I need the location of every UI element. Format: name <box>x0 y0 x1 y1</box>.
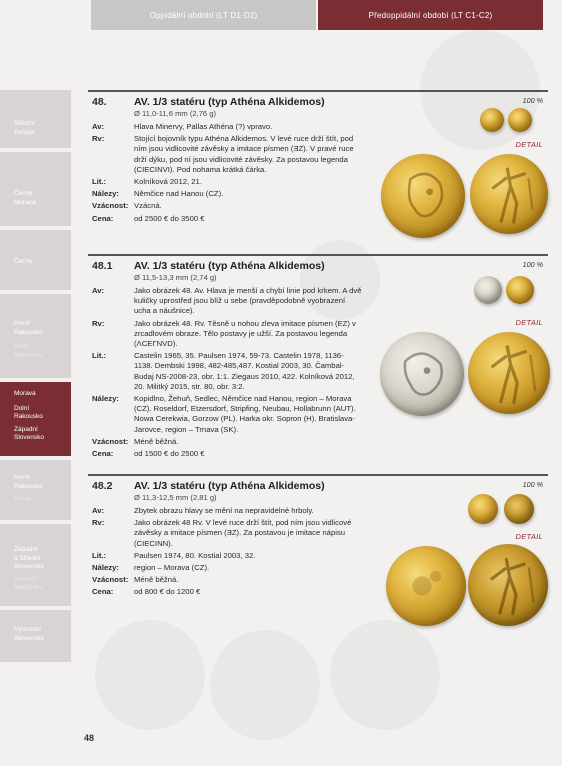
sidebar-label: Slovensko <box>14 634 44 642</box>
sidebar-label: Čechy <box>14 258 33 265</box>
sidebar-item-upper-austria[interactable] <box>0 294 71 378</box>
field-value: Stojící bojovník typu Athéna Alkidemos. V levé ruce drží štít, pod ním jsou vidlicovité závěsky a imitace písmen (ƎZ). V pravé ruce drží dýku, pod ní jsou vidlicovité závěsky. Za postavou legenda (CIECINVI). Pod nohama krátká čárka. <box>134 134 354 174</box>
field-label: Vzácnost: <box>92 436 129 446</box>
field-rarity <box>92 201 362 211</box>
entry-weight: Ø 11,5-13,3 mm (2,74 g) <box>134 273 217 282</box>
scale-label: 100 % <box>522 480 543 489</box>
field-finds <box>92 563 362 573</box>
coin-reverse-small <box>508 108 532 132</box>
field-value: Kolníková 2012, 21. <box>134 177 202 187</box>
coin-reverse-detail <box>470 154 548 234</box>
field-av <box>92 506 362 516</box>
field-value: Jako obrázek 48 Rv. V levé ruce drží štít, pod ním jsou vidlicové závěsky a imitace písmen (ƎZ). Za postavou je imitace nápisu (CIECINN). <box>134 518 352 548</box>
sidebar-label: Čechy <box>14 190 33 197</box>
scale-label: 100 % <box>522 96 543 105</box>
field-av <box>92 286 362 317</box>
entry-fields <box>92 286 362 461</box>
field-value: Němčice nad Hanou (CZ). <box>134 189 224 199</box>
sidebar-label: Východní <box>14 626 42 633</box>
catalog-entry-48-2 <box>88 474 543 624</box>
background-coin-shadow <box>210 630 320 740</box>
field-label: Cena: <box>92 449 114 459</box>
sidebar-item-moravia[interactable] <box>0 382 71 456</box>
entry-title: AV. 1/3 statéru (typ Athéna Alkidemos) <box>134 96 325 108</box>
field-rarity <box>92 437 362 447</box>
coin-reverse-detail <box>468 544 548 626</box>
sidebar-item-bohemia[interactable] <box>0 230 71 290</box>
field-price <box>92 449 362 459</box>
field-value: od 800 € do 1200 € <box>134 587 201 597</box>
sidebar-sublabel: Dunaj <box>14 495 31 502</box>
entry-divider <box>88 254 548 256</box>
tab-pre-oppidal-period[interactable]: Předoppidální období (LT C1-C2) <box>318 0 543 30</box>
sidebar-label: a Střední <box>14 554 41 562</box>
field-rv <box>92 134 362 175</box>
field-label: Cena: <box>92 213 114 223</box>
field-label: Lit.: <box>92 550 107 560</box>
entry-number: 48.2 <box>92 480 113 492</box>
field-label: Av: <box>92 286 105 295</box>
sidebar-sublabel: Rakousko <box>14 413 43 420</box>
page-number: 48 <box>84 733 95 743</box>
entry-divider <box>88 90 548 92</box>
field-label: Nálezy: <box>92 189 119 199</box>
entry-divider <box>88 474 548 476</box>
field-label: Rv: <box>92 134 105 144</box>
entry-fields <box>92 122 362 226</box>
field-lit <box>92 351 362 392</box>
field-label: Nálezy: <box>92 563 119 573</box>
sidebar-sublabel: Slovensko <box>14 434 44 441</box>
coin-obverse-detail <box>386 546 466 626</box>
field-rv <box>92 319 362 350</box>
coin-obverse-small <box>480 108 504 132</box>
sidebar-sublabel: Maďarsko <box>14 584 43 591</box>
field-label: Vzácnost: <box>92 201 129 211</box>
entry-title: AV. 1/3 statéru (typ Athéna Alkidemos) <box>134 480 325 492</box>
field-label: Cena: <box>92 587 114 597</box>
sidebar-label: Rakousko <box>14 482 43 490</box>
field-label: Rv: <box>92 318 105 328</box>
field-price <box>92 587 362 597</box>
field-lit <box>92 177 362 187</box>
sidebar-sublabel: Dolní <box>14 404 30 412</box>
field-value: Méně běžná. <box>134 436 179 446</box>
detail-label: DETAIL <box>515 532 543 541</box>
coin-obverse-small <box>474 276 502 304</box>
field-rv <box>92 518 362 549</box>
field-value: od 2500 € do 3500 € <box>134 213 205 223</box>
sidebar-label: Střední <box>14 120 35 127</box>
field-label: Av: <box>92 506 105 515</box>
entry-number: 48.1 <box>92 260 113 272</box>
coin-obverse-small <box>468 494 498 524</box>
sidebar-item-upper-austria-danube[interactable] <box>0 460 71 520</box>
field-value: Kopidlno, Žehuň, Sedlec, Němčice nad Hanou, region – Morava (CZ). Roseldorf, Etzersdorf, Stripfing, Neubau, Hollabrunn (AUT). Nowa Cerekwia, Gorzow (PL). Harka okr. Sopron (H). Bratislava-Jarovce, region – Trnava (SK). <box>134 394 356 434</box>
sidebar-sublabel: Rakousko <box>14 351 43 359</box>
sidebar-label: Západní <box>14 546 38 553</box>
background-coin-shadow <box>95 620 205 730</box>
field-value: region – Morava (CZ). <box>134 563 210 573</box>
field-label: Lit.: <box>92 351 107 361</box>
field-value: Zbytek obrazu hlavy se mění na nepravidelné hrboly. <box>134 506 314 515</box>
field-label: Lit.: <box>92 177 107 187</box>
entry-fields <box>92 506 362 600</box>
field-value: Méně běžná. <box>134 575 179 585</box>
sidebar-item-bohemia-moravia[interactable] <box>0 152 71 226</box>
entry-title: AV. 1/3 statéru (typ Athéna Alkidemos) <box>134 260 325 272</box>
sidebar-label: Evropa <box>14 128 35 136</box>
field-value: Castelin 1965, 35. Paulsen 1974, 59-73. Castelin 1978, 1136-1138. Dembski 1998, 482-485,487. Kostial 2003, 30. Čambal-Budaj NS-2008-23, obr. 1:1. Ziegaus 2010, 422. Kolníková 2012, 20. Militký 2015, str. 80, obr. 3:2. <box>134 351 355 391</box>
field-value: Paulsen 1974, 80. Kostial 2003, 32. <box>134 550 256 560</box>
background-coin-shadow <box>330 620 440 730</box>
sidebar-label: Slovensko <box>14 563 44 570</box>
coin-obverse-detail <box>381 154 465 238</box>
entry-weight: Ø 11,3-12,5 mm (2,81 g) <box>134 493 217 502</box>
field-av <box>92 122 362 132</box>
coin-reverse-detail <box>468 332 550 414</box>
coin-reverse-small <box>506 276 534 304</box>
field-price <box>92 214 362 224</box>
sidebar-item-west-slovakia[interactable] <box>0 524 71 606</box>
field-label: Rv: <box>92 518 105 528</box>
field-label: Vzácnost: <box>92 575 129 585</box>
sidebar-label: Horní <box>14 320 30 327</box>
field-value: Hlava Minervy, Pallas Athéna (?) vpravo. <box>134 122 273 131</box>
entry-weight: Ø 11,0-11,6 mm (2,76 g) <box>134 109 217 118</box>
field-value: Vzácná. <box>134 201 162 211</box>
detail-label: DETAIL <box>515 318 543 327</box>
scale-label: 100 % <box>522 260 543 269</box>
sidebar-item-central-europe[interactable] <box>0 90 71 148</box>
detail-label: DETAIL <box>515 140 543 149</box>
tab-oppidal-period[interactable]: Oppidální období (LT D1-D2) <box>91 0 316 30</box>
entry-number: 48. <box>92 96 107 108</box>
field-value: od 1500 € do 2500 € <box>134 449 205 459</box>
field-finds <box>92 394 362 435</box>
field-value: Jako obrázek 48. Av. Hlava je menší a chybí linie pod krkem. A dvě kuličky uprostřed jsou blíž u sebe (pravděpodobně vyobrazení ucha a náušnice). <box>134 286 362 316</box>
field-label: Nálezy: <box>92 394 119 404</box>
sidebar-item-east-slovakia[interactable] <box>0 610 71 662</box>
field-lit <box>92 551 362 561</box>
coin-reverse-small <box>504 494 534 524</box>
sidebar-label: Morava <box>14 390 36 397</box>
field-rarity <box>92 575 362 585</box>
sidebar-label: Horní <box>14 474 30 481</box>
sidebar-sublabel: Severní <box>14 575 37 583</box>
field-value: Jako obrázek 48. Rv. Těsně u nohou zleva imitace písmen (EZ) v zrcadlovém obraze. Tělo postavy je užší. Za postavou legenda (ΛCEΓNVD). <box>134 318 356 349</box>
sidebar-label: Rakousko <box>14 328 43 336</box>
sidebar-label: Morava <box>14 198 36 206</box>
catalog-entry-48 <box>88 90 543 240</box>
field-finds <box>92 189 362 199</box>
sidebar-sublabel: Dolní <box>14 343 30 350</box>
field-label: Av: <box>92 122 105 131</box>
coin-obverse-detail <box>380 332 464 416</box>
sidebar-sublabel: Západní <box>14 425 38 433</box>
catalog-entry-48-1 <box>88 254 543 474</box>
